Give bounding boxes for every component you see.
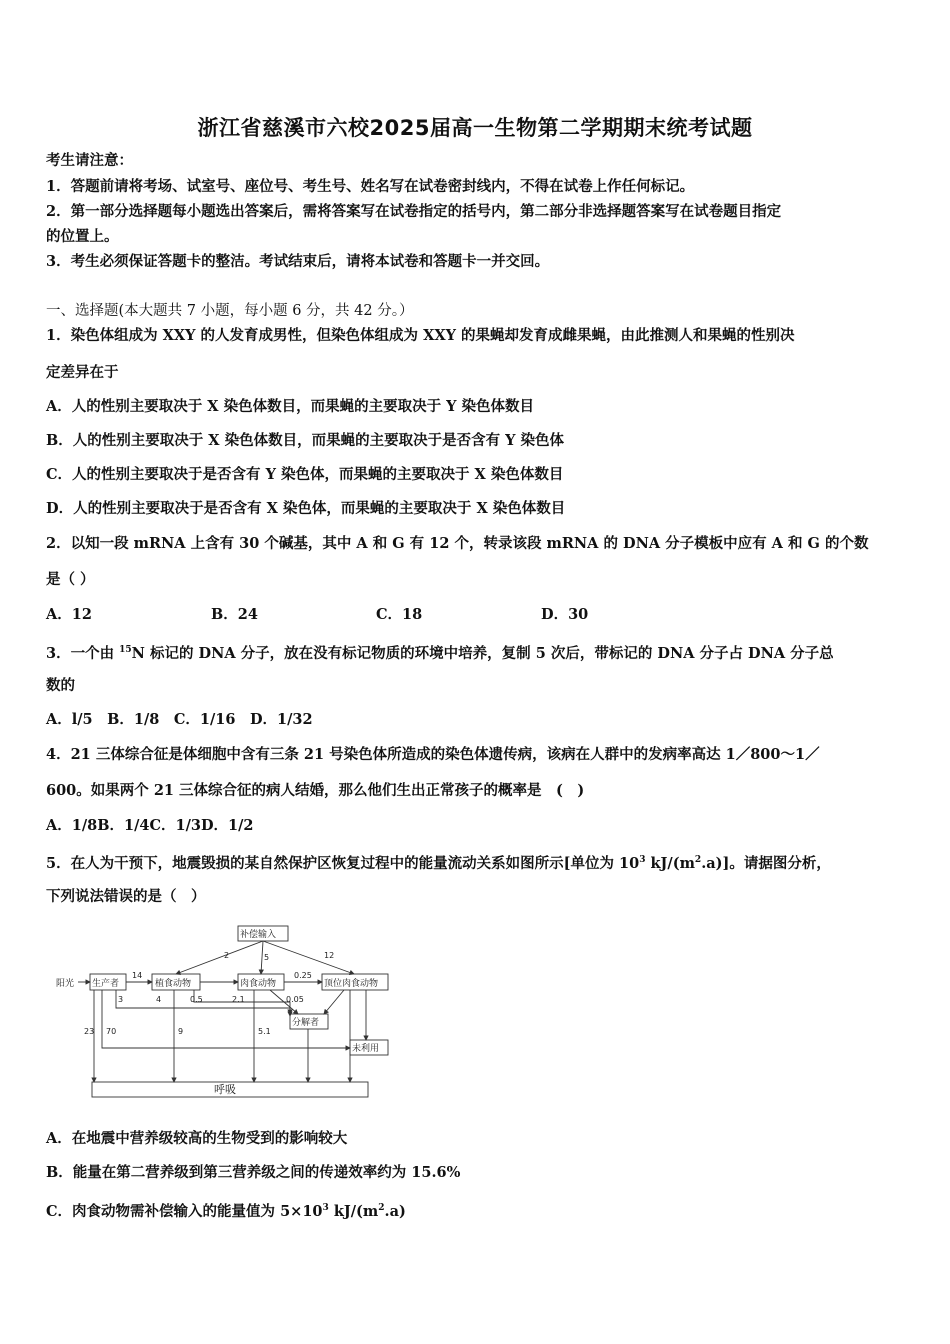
notice-item: 2．第一部分选择题每小题选出答案后，需将答案写在试卷指定的括号内，第二部分非选择题答案写在试卷题目指定 <box>46 203 782 220</box>
value-12: 12 <box>324 951 335 960</box>
notice-item: 的位置上。 <box>46 228 119 245</box>
question-3-stem-cont: 数的 <box>46 677 75 694</box>
value-2: 2 <box>224 951 230 960</box>
notice-heading: 考生请注意： <box>46 152 133 169</box>
question-5-stem: 5．在人为干预下，地震毁损的某自然保护区恢复过程中的能量流动关系如图所示[单位为 $10^3$ $kJ/(m^2.a)$]。请据图分析， <box>46 854 831 872</box>
value-70: 70 <box>106 1027 117 1036</box>
value-0-05: 0.05 <box>286 995 304 1004</box>
question-3-options: A．l/5 B．1/8 C．1/16 D．1/32 <box>46 711 313 728</box>
question-2-options <box>46 605 916 625</box>
label-decomposer: 分解者 <box>292 1018 320 1028</box>
notice-item: 3．考生必须保证答题卡的整洁。考试结束后，请将本试卷和答题卡一并交回。 <box>46 253 550 270</box>
value-2-1: 2.1 <box>232 995 245 1004</box>
question-2-stem: 2．以知一段 mRNA 上含有 30 个碱基，其中 A 和 G 有 12 个，转录该段 mRNA 的 DNA 分子模板中应有 A 和 G 的个数 <box>46 535 869 552</box>
question-5-option-b: B．能量在第二营养级到第三营养级之间的传递效率约为 15.6% <box>46 1164 461 1181</box>
value-14: 14 <box>132 971 143 980</box>
label-top-carnivore: 顶位肉食动物 <box>324 979 379 989</box>
section-heading: 一、选择题(本大题共 7 小题，每小题 6 分，共 42 分。） <box>46 303 414 319</box>
value-3: 3 <box>118 995 124 1004</box>
page-title: 浙江省慈溪市六校2025届高一生物第二学期期末统考试题 <box>197 116 753 140</box>
label-sunlight: 阳光 <box>56 979 75 989</box>
label-producer: 生产者 <box>92 979 120 989</box>
question-3-stem: 3．一个由 $^{15}$N 标记的 DNA 分子，放在没有标记物质的环境中培养，复制 5 次后，带标记的 DNA 分子占 DNA 分子总 <box>46 644 834 662</box>
question-5-stem-cont: 下列说法错误的是（ ） <box>46 888 206 905</box>
question-2-option-d: D．30 <box>541 606 589 623</box>
question-1-option-a: A．人的性别主要取决于 X 染色体数目，而果蝇的主要取决于 Y 染色体数目 <box>46 398 535 415</box>
value-0-5: 0.5 <box>190 995 203 1004</box>
label-herbivore: 植食动物 <box>155 979 192 989</box>
notice-item: 1．答题前请将考场、试室号、座位号、考生号、姓名写在试卷密封线内，不得在试卷上作任何标记。 <box>46 178 695 195</box>
question-1-stem-cont: 定差异在于 <box>46 364 119 381</box>
label-respiration: 呼吸 <box>214 1083 236 1096</box>
value-5-1: 5.1 <box>258 1027 271 1036</box>
value-9: 9 <box>178 1027 184 1036</box>
label-carnivore: 肉食动物 <box>240 979 277 989</box>
question-2-stem-cont: 是（ ） <box>46 571 95 588</box>
question-1-option-d: D．人的性别主要取决于是否含有 X 染色体，而果蝇的主要取决于 X 染色体数目 <box>46 500 566 517</box>
question-4-stem: 4．21 三体综合征是体细胞中含有三条 21 号染色体所造成的染色体遗传病，该病在人群中的发病率高达 1／800～1／ <box>46 746 820 763</box>
question-1-option-c: C．人的性别主要取决于是否含有 Y 染色体，而果蝇的主要取决于 X 染色体数目 <box>46 466 564 483</box>
value-23: 23 <box>84 1027 95 1036</box>
question-4-stem-cont: 600。如果两个 21 三体综合征的病人结婚，那么他们生出正常孩子的概率是 ( ) <box>46 782 585 799</box>
value-0-25: 0.25 <box>294 971 312 980</box>
question-1-option-b: B．人的性别主要取决于 X 染色体数目，而果蝇的主要取决于是否含有 Y 染色体 <box>46 432 565 449</box>
question-2-option-b: B．24 <box>211 606 258 623</box>
question-5-option-c: C．肉食动物需补偿输入的能量值为 $5\times 10^3$ $kJ/(m^2.a)$ <box>46 1202 406 1220</box>
label-unused: 未利用 <box>352 1044 380 1054</box>
question-1-stem: 1．染色体组成为 XXY 的人发育成男性，但染色体组成为 XXY 的果蝇却发育成雌果蝇，由此推测人和果蝇的性别决 <box>46 327 795 344</box>
question-5-option-a: A．在地震中营养级较高的生物受到的影响较大 <box>46 1130 348 1147</box>
value-5: 5 <box>264 953 270 962</box>
energy-flow-diagram <box>54 922 394 1102</box>
question-2-option-a: A．12 <box>46 606 92 623</box>
label-supplement: 补偿输入 <box>240 930 277 940</box>
question-2-option-c: C．18 <box>376 606 423 623</box>
question-4-options: A．1/8B．1/4C．1/3D．1/2 <box>46 817 254 834</box>
value-4: 4 <box>156 995 162 1004</box>
